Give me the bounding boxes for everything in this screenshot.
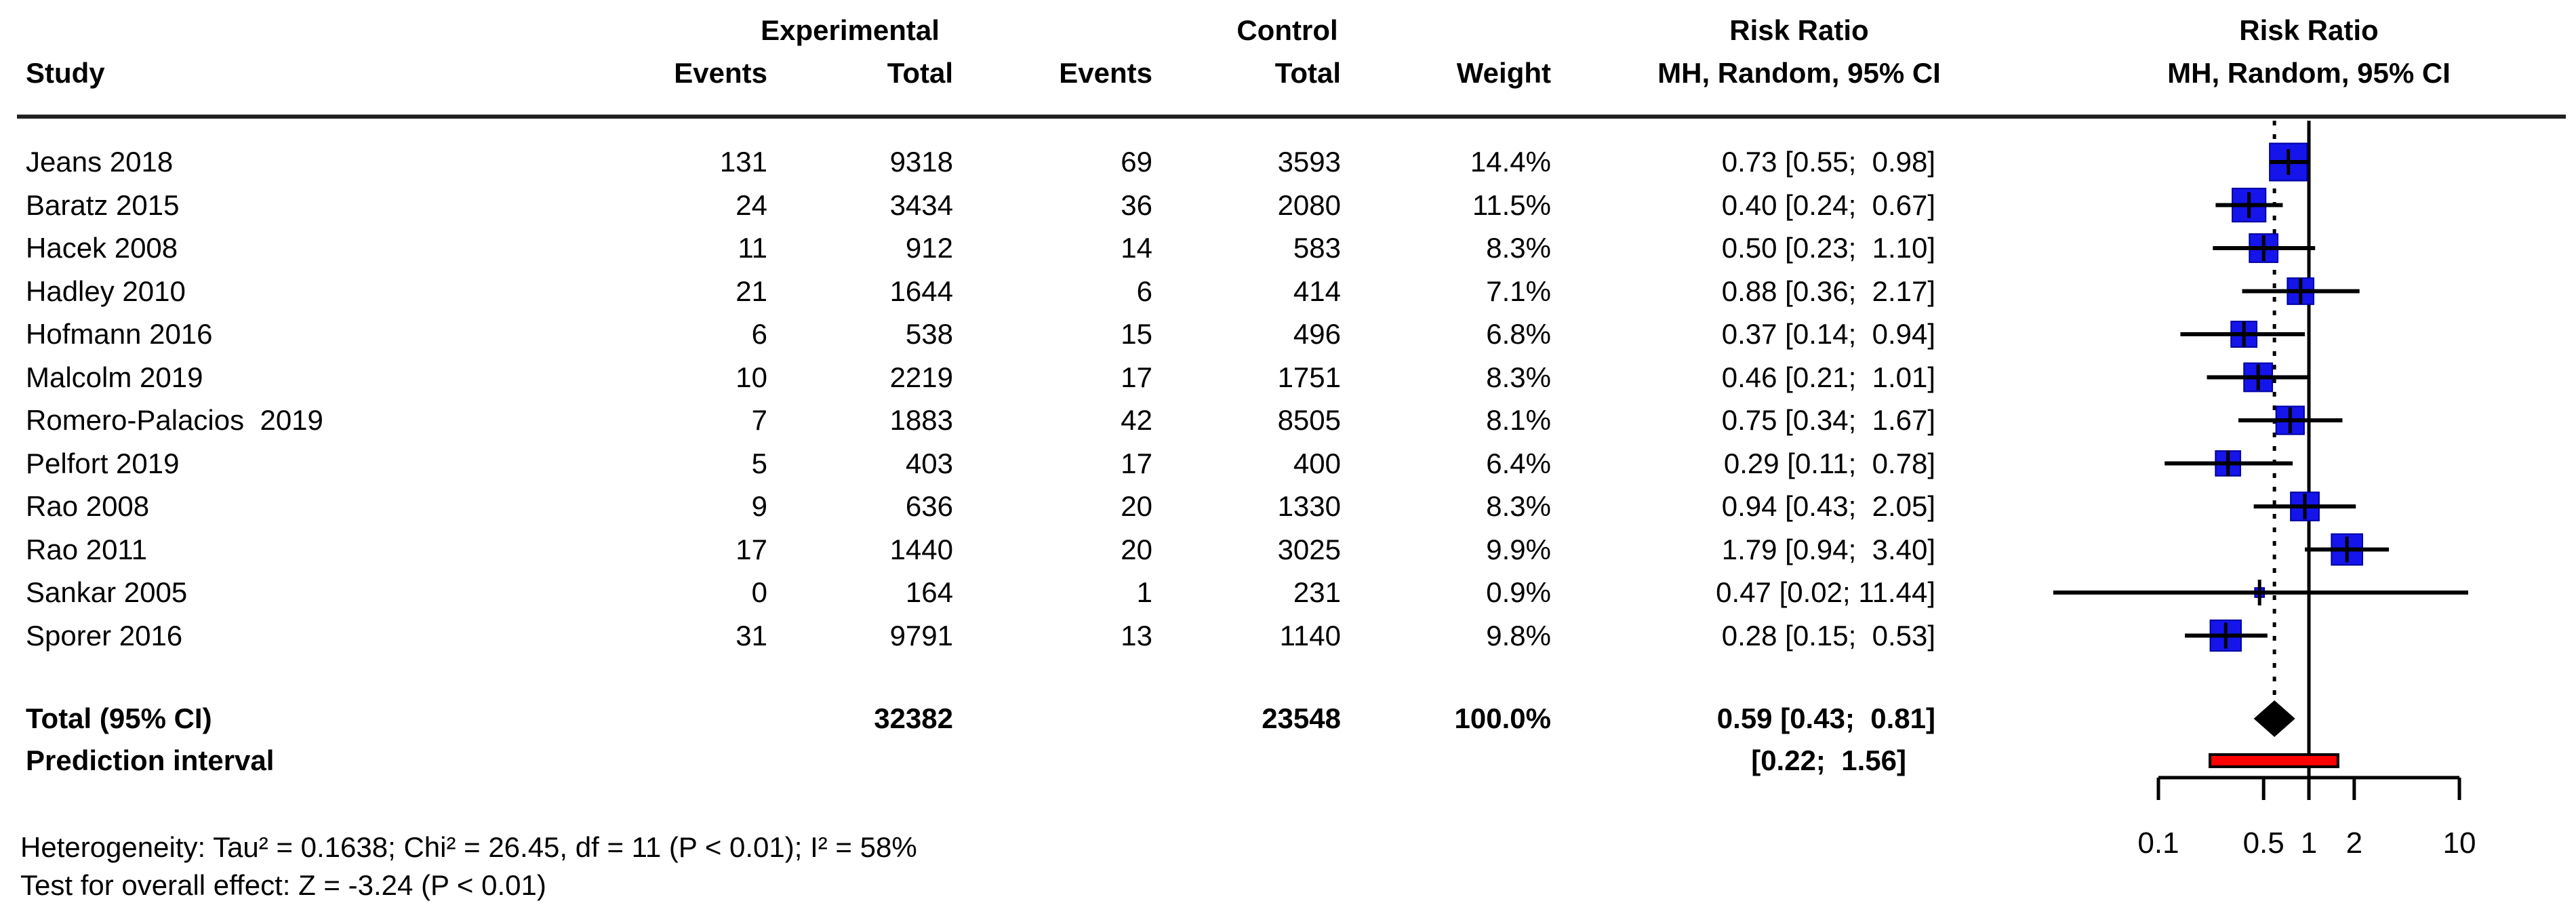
header-study: Study: [26, 56, 105, 89]
prediction-interval-label: Prediction interval: [26, 744, 275, 776]
control-events-cell: 42: [1121, 403, 1152, 436]
experimental-events-cell: 0: [751, 576, 767, 608]
control-total-cell: 3593: [1277, 145, 1341, 178]
weight-cell: 11.5%: [1472, 188, 1551, 221]
control-total-cell: 1330: [1277, 489, 1341, 522]
total-risk-ratio-ci-cell: 0.59 [0.43; 0.81]: [1716, 702, 1935, 734]
experimental-events-cell: 10: [736, 361, 767, 393]
risk-ratio-ci-cell: 1.79 [0.94; 3.40]: [1721, 533, 1935, 565]
risk-ratio-ci-cell: 0.37 [0.14; 0.94]: [1721, 317, 1935, 350]
study-name: Pelfort 2019: [26, 447, 180, 479]
risk-ratio-ci-cell: 0.47 [0.02; 11.44]: [1716, 576, 1935, 608]
study-name: Hofmann 2016: [26, 317, 213, 350]
control-events-cell: 15: [1121, 317, 1152, 350]
control-total-cell: 583: [1293, 231, 1341, 264]
experimental-events-cell: 9: [751, 489, 767, 522]
study-name: Rao 2011: [26, 533, 148, 565]
control-total-cell: 414: [1293, 275, 1341, 307]
header-method-plot: MH, Random, 95% CI: [2167, 56, 2451, 89]
risk-ratio-ci-cell: 0.28 [0.15; 0.53]: [1721, 619, 1935, 652]
study-name: Romero-Palacios 2019: [26, 403, 323, 436]
x-axis-tick-label: 2: [2346, 826, 2363, 860]
header-events-experimental: Events: [674, 56, 767, 89]
experimental-events-cell: 21: [736, 275, 767, 307]
weight-cell: 8.3%: [1486, 361, 1551, 393]
risk-ratio-ci-cell: 0.29 [0.11; 0.78]: [1723, 447, 1935, 479]
x-axis-tick-label: 1: [2300, 826, 2318, 860]
experimental-total-cell: 403: [905, 447, 953, 479]
control-events-cell: 17: [1121, 361, 1152, 393]
pooled-diamond: [2254, 700, 2295, 737]
prediction-interval-ci-cell: [0.22; 1.56]: [1751, 744, 1906, 776]
experimental-events-cell: 31: [736, 619, 767, 652]
experimental-events-cell: 131: [719, 145, 767, 178]
control-events-cell: 1: [1136, 576, 1152, 608]
experimental-events-cell: 7: [751, 403, 767, 436]
header-method-column: MH, Random, 95% CI: [1657, 56, 1941, 89]
control-total-cell: 496: [1293, 317, 1341, 350]
control-events-cell: 20: [1121, 489, 1152, 522]
study-name: Jeans 2018: [26, 145, 174, 178]
x-axis-tick-label: 10: [2442, 826, 2476, 860]
study-name: Hacek 2008: [26, 231, 178, 264]
control-total-cell: 1140: [1279, 619, 1341, 652]
study-name: Sporer 2016: [26, 619, 183, 652]
weight-cell: 9.9%: [1486, 533, 1551, 565]
weight-cell: 0.9%: [1486, 576, 1551, 608]
study-name: Rao 2008: [26, 489, 150, 522]
experimental-total-cell: 9791: [889, 619, 953, 652]
control-total-cell: 8505: [1277, 403, 1341, 436]
header-risk-ratio-column: Risk Ratio: [1729, 14, 1869, 46]
control-events-cell: 6: [1136, 275, 1152, 307]
control-total-cell: 231: [1293, 576, 1341, 608]
control-events-cell: 14: [1121, 231, 1152, 264]
x-axis-tick-label: 0.5: [2242, 826, 2285, 860]
control-events-cell: 13: [1121, 619, 1152, 652]
header-control-group: Control: [1236, 14, 1338, 46]
experimental-total-cell: 1440: [889, 533, 953, 565]
risk-ratio-ci-cell: 0.73 [0.55; 0.98]: [1721, 145, 1935, 178]
overall-effect-note: Test for overall effect: Z = -3.24 (P < 0.01): [20, 868, 546, 901]
control-total-cell: 2080: [1277, 188, 1341, 221]
experimental-total-cell: 164: [905, 576, 953, 608]
experimental-total-cell: 912: [905, 231, 953, 264]
experimental-events-cell: 24: [736, 188, 767, 221]
total-weight-cell: 100.0%: [1454, 702, 1551, 734]
weight-cell: 8.3%: [1486, 231, 1551, 264]
experimental-total-cell: 636: [905, 489, 953, 522]
control-events-cell: 69: [1121, 145, 1152, 178]
risk-ratio-ci-cell: 0.75 [0.34; 1.67]: [1721, 403, 1935, 436]
control-total-cell: 3025: [1277, 533, 1341, 565]
heterogeneity-note: Heterogeneity: Tau² = 0.1638; Chi² = 26.45, df = 11 (P < 0.01); I² = 58%: [20, 831, 917, 863]
control-total-cell: 1751: [1277, 361, 1341, 393]
study-name: Baratz 2015: [26, 188, 180, 221]
total-label: Total (95% CI): [26, 702, 212, 734]
weight-cell: 14.4%: [1470, 145, 1551, 178]
header-experimental-group: Experimental: [761, 14, 940, 46]
weight-cell: 9.8%: [1486, 619, 1551, 652]
study-name: Malcolm 2019: [26, 361, 203, 393]
weight-cell: 8.3%: [1486, 489, 1551, 522]
risk-ratio-ci-cell: 0.88 [0.36; 2.17]: [1721, 275, 1935, 307]
study-name: Sankar 2005: [26, 576, 188, 608]
experimental-total-cell: 1883: [889, 403, 953, 436]
control-events-cell: 17: [1121, 447, 1152, 479]
header-weight: Weight: [1456, 56, 1551, 89]
control-events-cell: 36: [1121, 188, 1152, 221]
experimental-events-cell: 6: [751, 317, 767, 350]
risk-ratio-ci-cell: 0.40 [0.24; 0.67]: [1721, 188, 1935, 221]
header-total-control: Total: [1274, 56, 1341, 89]
x-axis-tick-label: 0.1: [2137, 826, 2179, 860]
weight-cell: 6.4%: [1486, 447, 1551, 479]
header-risk-ratio-plot: Risk Ratio: [2239, 14, 2379, 46]
experimental-events-cell: 5: [751, 447, 767, 479]
total-experimental-cell: 32382: [874, 702, 953, 734]
experimental-events-cell: 11: [738, 231, 767, 264]
risk-ratio-ci-cell: 0.46 [0.21; 1.01]: [1721, 361, 1935, 393]
weight-cell: 6.8%: [1486, 317, 1551, 350]
total-control-cell: 23548: [1262, 702, 1341, 734]
header-total-experimental: Total: [887, 56, 953, 89]
experimental-total-cell: 538: [905, 317, 953, 350]
weight-cell: 7.1%: [1486, 275, 1551, 307]
risk-ratio-ci-cell: 0.50 [0.23; 1.10]: [1721, 231, 1935, 264]
control-total-cell: 400: [1293, 447, 1341, 479]
weight-cell: 8.1%: [1486, 403, 1551, 436]
header-events-control: Events: [1059, 56, 1152, 89]
risk-ratio-ci-cell: 0.94 [0.43; 2.05]: [1721, 489, 1935, 522]
prediction-interval-bar: [2210, 755, 2338, 767]
study-name: Hadley 2010: [26, 275, 186, 307]
experimental-total-cell: 3434: [889, 188, 953, 221]
experimental-total-cell: 2219: [889, 361, 953, 393]
control-events-cell: 20: [1121, 533, 1152, 565]
experimental-total-cell: 1644: [889, 275, 953, 307]
experimental-total-cell: 9318: [889, 145, 953, 178]
experimental-events-cell: 17: [736, 533, 767, 565]
